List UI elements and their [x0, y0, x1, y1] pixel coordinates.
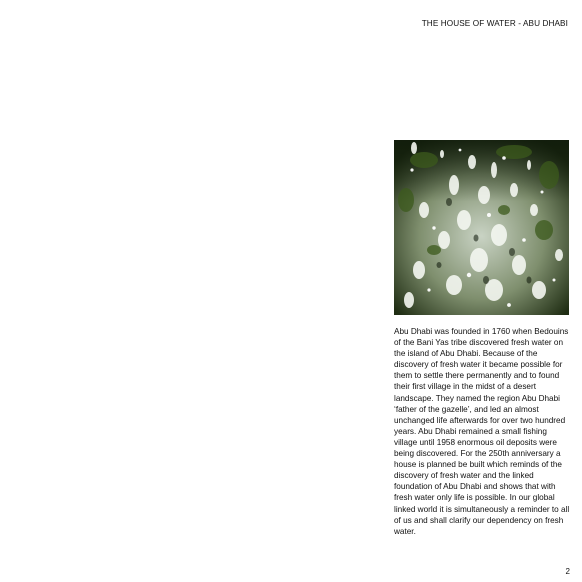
- page-header-title: THE HOUSE OF WATER - ABU DHABI: [421, 19, 568, 28]
- page-number: 2: [565, 567, 570, 576]
- water-splash-image: [394, 140, 569, 315]
- water-splash-photo: [394, 140, 569, 315]
- body-paragraph: Abu Dhabi was founded in 1760 when Bedouins of the Bani Yas tribe discovered fresh water on the island of Abu Dhabi. Because of the discovery of fresh water it became possible for them to settle there permanently and to found their first village in the midst of a desert landscape. They named the region Abu Dhabi ‘father of the gazelle’, and led an almost unchanged life afterwards for over two hundred years. Abu Dhabi remained a small fishing village until 1958 enormous oil deposits were being discovered. For the 250th anniversary a house is planned be built which reminds of the discovery of fresh water and the linked foundation of Abu Dhabi and shows that with fresh water only life is possible. In our global linked world it is simultaneously a reminder to all of us and shall clarify our dependency on fresh water.: [394, 327, 570, 536]
